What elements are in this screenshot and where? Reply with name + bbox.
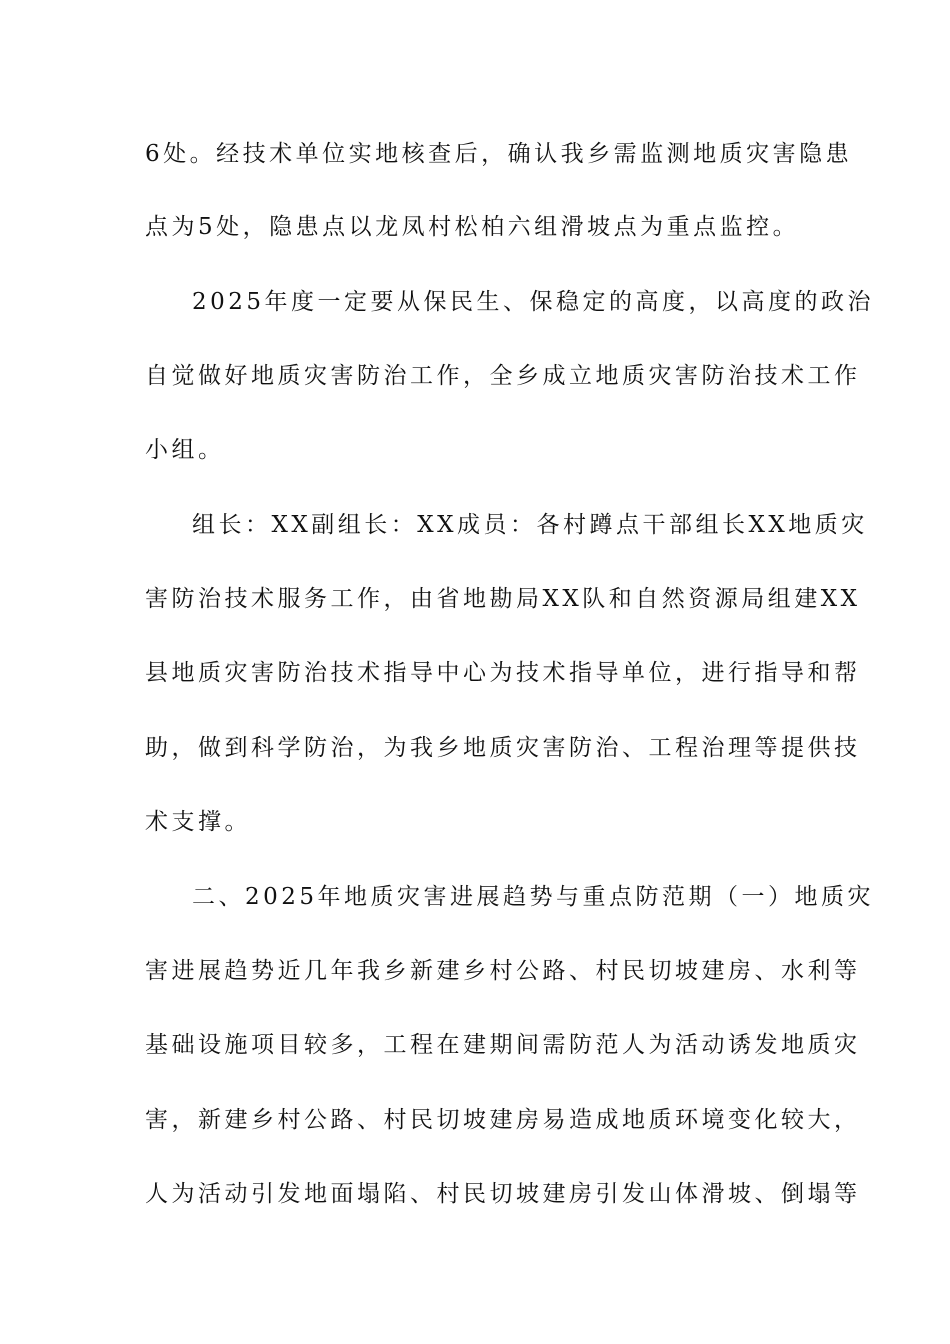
text-line: 害防治技术服务工作，由省地勘局XX队和自然资源局组建XX: [145, 586, 861, 612]
text-line: 基础设施项目较多，工程在建期间需防范人为活动诱发地质灾: [145, 1032, 861, 1058]
text-line: 点为5处，隐患点以龙凤村松柏六组滑坡点为重点监控。: [145, 214, 800, 240]
text-line: 害进展趋势近几年我乡新建乡村公路、村民切坡建房、水利等: [145, 958, 861, 984]
text-line: 县地质灾害防治技术指导中心为技术指导单位，进行指导和帮: [145, 660, 861, 686]
text-line: 术支撑。: [145, 809, 251, 835]
paragraph-start-line: 2025年度一定要从保民生、保稳定的高度，以高度的政治: [192, 289, 875, 315]
paragraph-start-line: 二、2025年地质灾害进展趋势与重点防范期（一）地质灾: [192, 884, 875, 910]
text-line: 害，新建乡村公路、村民切坡建房易造成地质环境变化较大，: [145, 1107, 861, 1133]
text-line: 自觉做好地质灾害防治工作，全乡成立地质灾害防治技术工作: [145, 363, 861, 389]
text-line: 助，做到科学防治，为我乡地质灾害防治、工程治理等提供技: [145, 735, 861, 761]
text-line: 6处。经技术单位实地核查后，确认我乡需监测地质灾害隐患: [145, 141, 853, 167]
text-line: 人为活动引发地面塌陷、村民切坡建房引发山体滑坡、倒塌等: [145, 1181, 861, 1207]
text-line: 小组。: [145, 437, 225, 463]
paragraph-start-line: 组长：XX副组长：XX成员：各村蹲点干部组长XX地质灾: [192, 512, 868, 538]
